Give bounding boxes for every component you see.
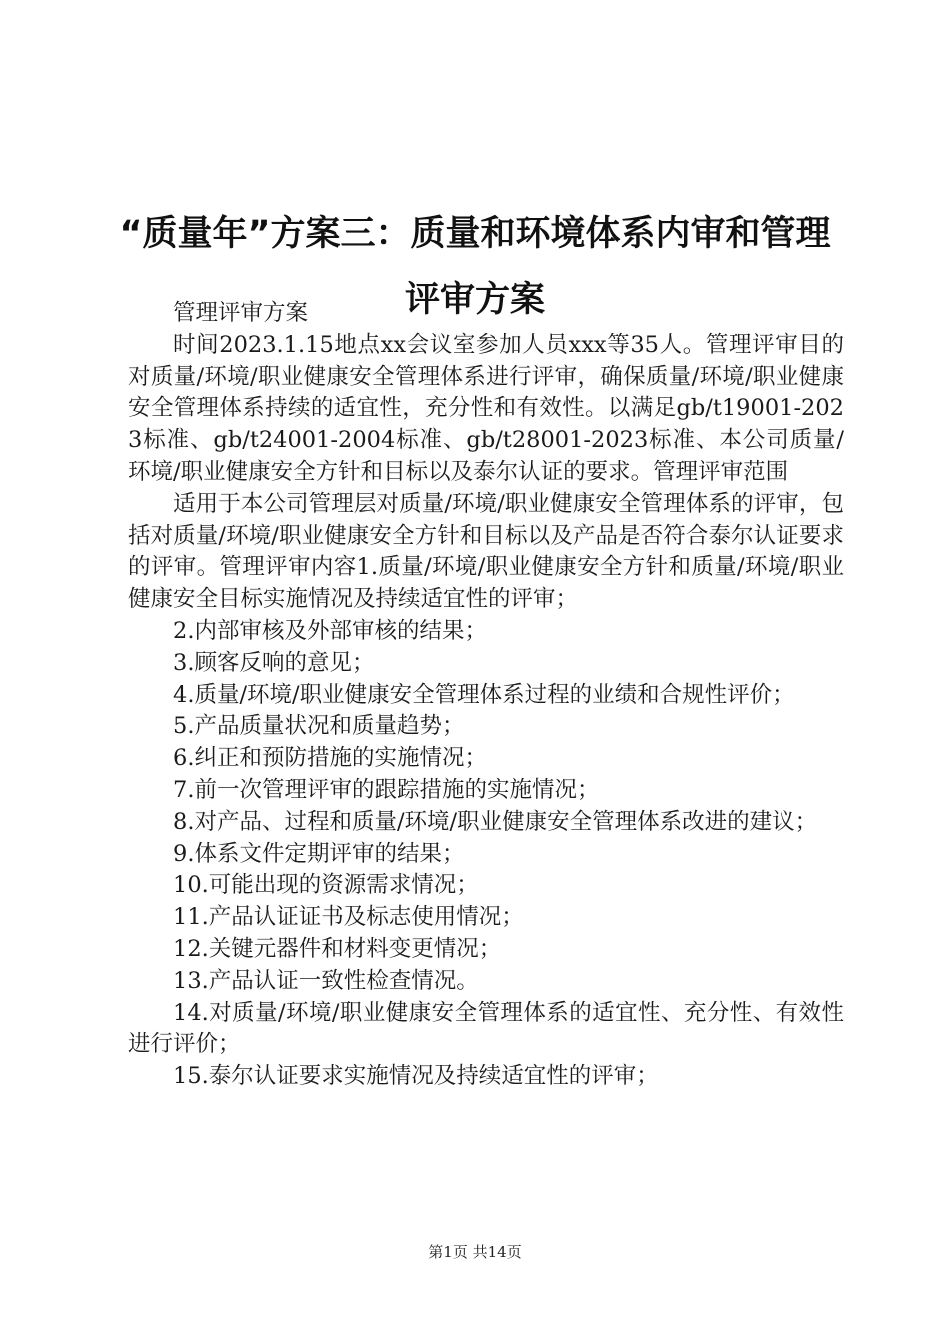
list-item-4: 4.质量/环境/职业健康安全管理体系过程的业绩和合规性评价； [173, 681, 795, 708]
list-item-9: 9.体系文件定期评审的结果； [173, 840, 465, 867]
list-item-5: 5.产品质量状况和质量趋势； [173, 713, 465, 740]
paragraph-meeting-info: 时间2023.1.15地点xx会议室参加人员xxx等35人。管理评审目的对质量/环境/职业健康安全管理体系进行评审，确保质量/环境/职业健康安全管理体系持续的适宜性，充分性和有效性。以满足gb/t19001-2023标准、gb/t24001-2004标准、gb/t28001-2023标准、本公司质量/环境/职业健康安全方针和目标以及泰尔认证的要求。管理评审范围 [128, 331, 844, 485]
page-number-footer: 第1页 共14页 [428, 1243, 522, 1261]
list-item-6: 6.纠正和预防措施的实施情况； [173, 745, 487, 772]
document-title: “质量年”方案三：质量和环境体系内审和管理评审方案 [119, 214, 831, 321]
paragraph-heading: 管理评审方案 [173, 300, 309, 326]
list-item-7: 7.前一次管理评审的跟踪措施的实施情况； [173, 776, 600, 803]
document-body [128, 298, 844, 1093]
list-item-12: 12.关键元器件和材料变更情况； [173, 935, 502, 962]
list-item-8: 8.对产品、过程和质量/环境/职业健康安全管理体系改进的建议； [173, 808, 818, 835]
list-item-10: 10.可能出现的资源需求情况； [173, 872, 479, 899]
list-item-13: 13.产品认证一致性检查情况。 [173, 967, 479, 994]
list-item-15: 15.泰尔认证要求实施情况及持续适宜性的评审； [173, 1063, 659, 1090]
list-item-3: 3.顾客反响的意见； [173, 649, 375, 676]
list-item-2: 2.内部审核及外部审核的结果； [173, 617, 487, 644]
list-item-14: 14.对质量/环境/职业健康安全管理体系的适宜性、充分性、有效性进行评价； [128, 999, 844, 1058]
list-item-11: 11.产品认证证书及标志使用情况； [173, 904, 524, 931]
paragraph-scope: 适用于本公司管理层对质量/环境/职业健康安全管理体系的评审，包括对质量/环境/职业健康安全方针和目标以及产品是否符合泰尔认证要求的评审。管理评审内容1.质量/环境/职业健康安全方针和质量/环境/职业健康安全目标实施情况及持续适宜性的评审； [128, 490, 844, 613]
